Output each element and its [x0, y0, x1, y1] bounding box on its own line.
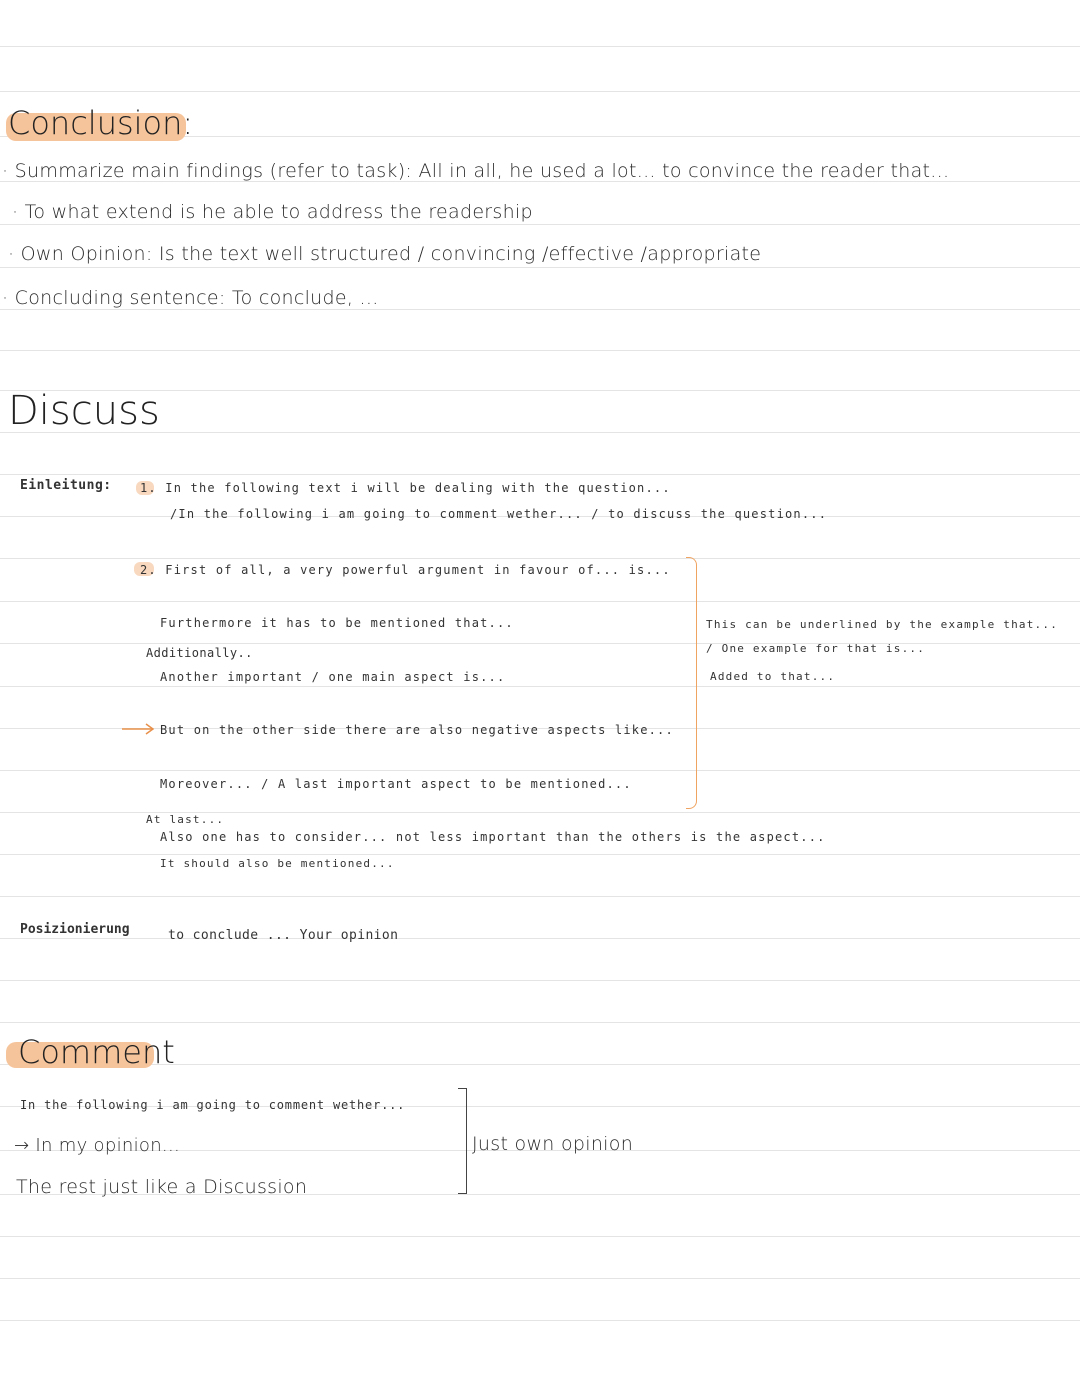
argument-bracket — [686, 557, 697, 809]
comment-aside: Just own opinion — [472, 1133, 634, 1155]
ruled-line — [0, 1236, 1080, 1237]
einleitung-sentence-2: /In the following i am going to comment wether... / to discuss the question... — [170, 507, 828, 521]
conclusion-line-3: · Own Opinion: Is the text well structured / convincing /effective /appropriate — [8, 243, 762, 265]
ruled-line — [0, 686, 1080, 687]
argument-2: 2. First of all, a very powerful argument in favour of... is... — [140, 563, 671, 577]
ruled-line — [0, 770, 1080, 771]
ruled-line — [0, 91, 1080, 92]
also-line: Also one has to consider... not less important than the others is the aspect... — [160, 830, 826, 844]
comment-line-2: → In my opinion... — [14, 1135, 180, 1156]
ruled-line — [0, 1022, 1080, 1023]
arrow-right-icon — [122, 721, 156, 740]
comment-bracket — [458, 1088, 467, 1194]
ruled-line — [0, 854, 1080, 855]
comment-heading: Comment — [18, 1033, 175, 1071]
ruled-line — [0, 601, 1080, 602]
ruled-line — [0, 390, 1080, 391]
ruled-line — [0, 1278, 1080, 1279]
ruled-line — [0, 224, 1080, 225]
comment-line-1: In the following i am going to comment wether... — [20, 1098, 406, 1112]
ruled-line — [0, 474, 1080, 475]
ruled-line — [0, 938, 1080, 939]
positionierung-text: to conclude ... Your opinion — [168, 928, 399, 943]
conclusion-line-2: · To what extend is he able to address the readership — [12, 201, 533, 223]
additionally-line: Additionally.. — [146, 646, 253, 660]
moreover-line: Moreover... / A last important aspect to be mentioned... — [160, 777, 632, 791]
furthermore-line: Furthermore it has to be mentioned that... — [160, 616, 514, 630]
conclusion-line-1: · Summarize main findings (refer to task): All in all, he used a lot... to convince the reader that... — [2, 160, 950, 182]
positionierung-label: Posizionierung — [20, 922, 130, 937]
should-line: It should also be mentioned... — [160, 857, 395, 870]
ruled-line — [0, 558, 1080, 559]
another-line: Another important / one main aspect is... — [160, 670, 506, 684]
einleitung-sentence-1: 1. In the following text i will be dealing with the question... — [140, 481, 671, 495]
conclusion-heading: Conclusion: — [8, 104, 194, 142]
conclusion-line-4: · Concluding sentence: To conclude, ... — [2, 287, 379, 309]
but-line: But on the other side there are also negative aspects like... — [160, 723, 674, 737]
ruled-line — [0, 980, 1080, 981]
at-last-line: At last... — [146, 813, 225, 826]
ruled-line — [0, 309, 1080, 310]
example-line-2: / One example for that is... — [706, 642, 926, 655]
ruled-line — [0, 46, 1080, 47]
discuss-heading: Discuss — [8, 388, 160, 434]
einleitung-label: Einleitung: — [20, 478, 112, 493]
example-line-1: This can be underlined by the example that... — [706, 618, 1059, 631]
added-line: Added to that... — [710, 670, 836, 683]
ruled-line — [0, 432, 1080, 433]
comment-line-3: The rest just like a Discussion — [16, 1176, 308, 1198]
ruled-line — [0, 267, 1080, 268]
ruled-line — [0, 1320, 1080, 1321]
ruled-line — [0, 350, 1080, 351]
ruled-line — [0, 896, 1080, 897]
